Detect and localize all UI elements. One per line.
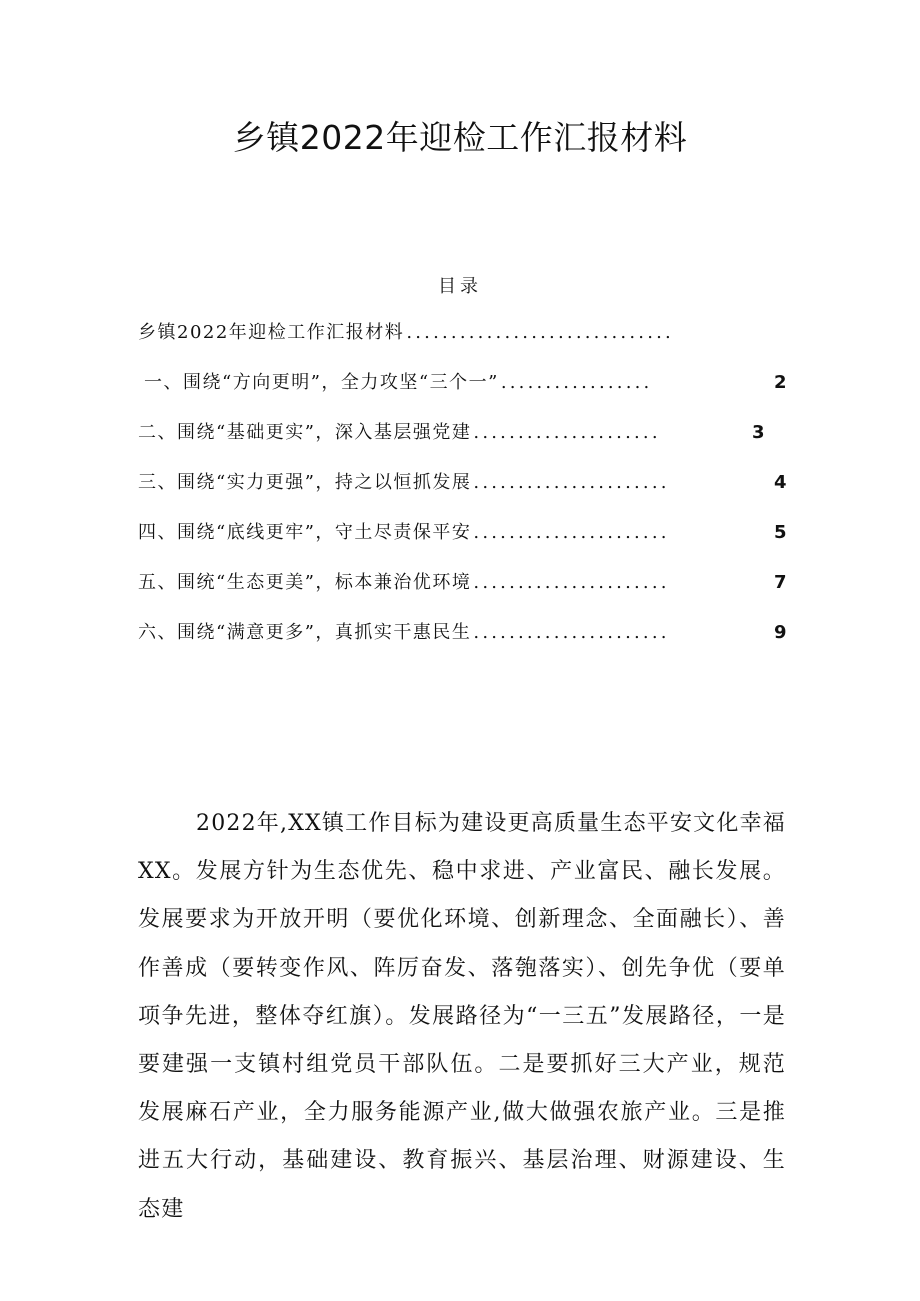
toc-entry[interactable] bbox=[138, 568, 788, 618]
toc-page-number: 2 bbox=[773, 372, 788, 393]
toc-leader-dots: ...................... bbox=[473, 472, 670, 493]
body-paragraph: 2022年,XX镇工作目标为建设更高质量生态平安文化幸福XX。发展方针为生态优先、稳中求进、产业富民、融长发展。发展要求为开放开明（要优化环境、创新理念、全面融长）、善作善成（要转变作风、阵厉奋发、落匏落实）、创先争优（要单项争先进，整体夺红旗）。发展路径为“一三五”发展路径，一是要建强一支镇村组党员干部队伍。二是要抓好三大产业，规范发展麻石产业，全力服务能源产业,做大做强农旅产业。三是推进五大行动，基础建设、教育振兴、基层治理、财源建设、生态建 bbox=[138, 811, 786, 1222]
toc-entry[interactable] bbox=[138, 318, 788, 368]
toc-entry-title: 乡镇2022年迎检工作汇报材料 bbox=[138, 322, 405, 343]
toc-entry-title: 三、围绕“实力更强”，持之以恒抓发展 bbox=[138, 472, 472, 493]
toc-heading: 目录 bbox=[438, 276, 482, 297]
table-of-contents bbox=[138, 318, 788, 668]
toc-page-number: 7 bbox=[773, 572, 788, 593]
toc-entry-title: 四、围绕“底线更牢”，守土尽责保平安 bbox=[138, 522, 472, 543]
toc-leader-dots: ...................... bbox=[473, 572, 670, 593]
toc-leader-dots: ..................... bbox=[473, 422, 661, 443]
toc-leader-dots: ...................... bbox=[473, 622, 670, 643]
toc-entry-title: 五、围统“生态更美”，标本兼治优环境 bbox=[138, 572, 472, 593]
toc-entry-title: 一、围绕“方向更明”，全力攻坚“三个一” bbox=[144, 372, 499, 393]
toc-page-number: 9 bbox=[773, 622, 788, 643]
toc-entry[interactable] bbox=[138, 618, 788, 668]
toc-page-number: 3 bbox=[751, 422, 766, 443]
toc-leader-dots: ...................... bbox=[473, 522, 670, 543]
toc-page-number: 4 bbox=[773, 472, 788, 493]
toc-leader-dots: ................. bbox=[500, 372, 653, 393]
toc-entry-title: 二、围绕“基础更实”，深入基层强党建 bbox=[138, 422, 472, 443]
toc-entry[interactable] bbox=[138, 468, 788, 518]
toc-entry[interactable] bbox=[138, 518, 788, 568]
document-title: 乡镇2022年迎检工作汇报材料 bbox=[232, 118, 688, 157]
toc-page-number: 5 bbox=[773, 522, 788, 543]
toc-entry[interactable] bbox=[138, 418, 788, 468]
toc-leader-dots: .............................. bbox=[406, 322, 674, 343]
toc-entry[interactable] bbox=[138, 368, 788, 418]
toc-entry-title: 六、围绕“满意更多”，真抓实干惠民生 bbox=[138, 622, 472, 643]
